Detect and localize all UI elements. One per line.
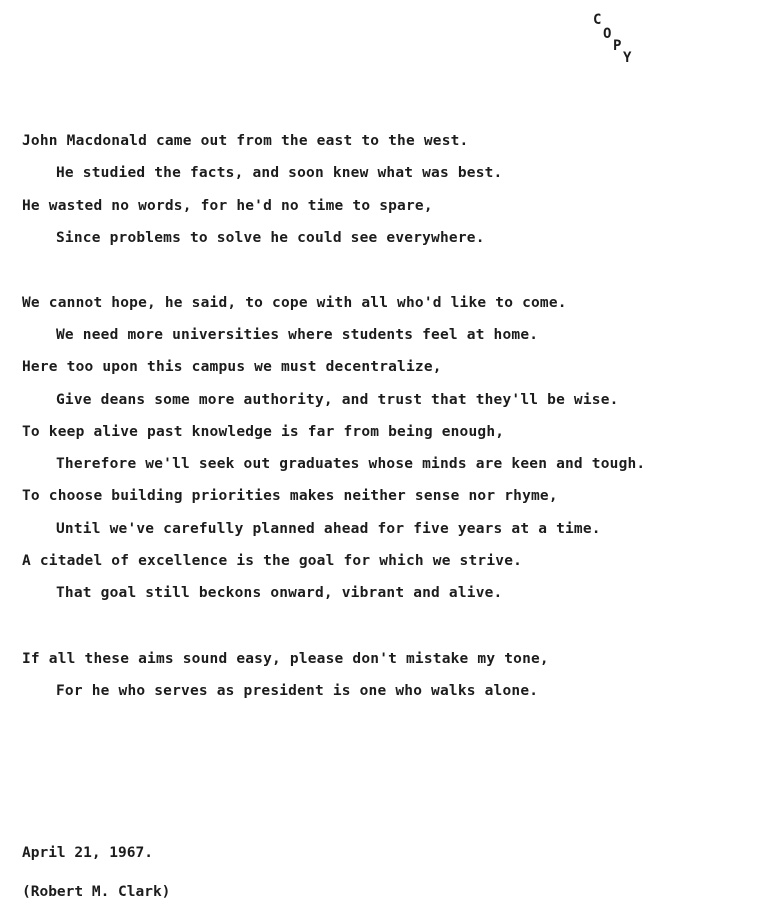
poem-line: To keep alive past knowledge is far from being enough,	[22, 424, 505, 440]
copy-stamp	[593, 12, 653, 72]
poem-line: That goal still beckons onward, vibrant and alive.	[56, 585, 503, 601]
poem-line: Give deans some more authority, and trust that they'll be wise.	[56, 392, 619, 408]
poem-line: For he who serves as president is one who walks alone.	[56, 683, 539, 699]
poem-line: We cannot hope, he said, to cope with all who'd like to come.	[22, 295, 567, 311]
poem-line: He wasted no words, for he'd no time to spare,	[22, 198, 433, 214]
poem-line: To choose building priorities makes neither sense nor rhyme,	[22, 488, 558, 504]
poem-line: John Macdonald came out from the east to the west.	[22, 133, 469, 149]
copy-stamp-letter: C	[593, 12, 602, 28]
copy-stamp-letter: P	[613, 38, 622, 54]
poem-line: Since problems to solve he could see everywhere.	[56, 230, 485, 246]
copy-stamp-letter: O	[603, 26, 612, 42]
poem-line: A citadel of excellence is the goal for which we strive.	[22, 553, 523, 569]
copy-stamp-letter: Y	[623, 50, 632, 66]
poem-line: Therefore we'll seek out graduates whose minds are keen and tough.	[56, 456, 646, 472]
poem-line: He studied the facts, and soon knew what was best.	[56, 165, 503, 181]
poem-author: (Robert M. Clark)	[22, 884, 171, 900]
poem-line: If all these aims sound easy, please don't mistake my tone,	[22, 651, 549, 667]
poem-line: Until we've carefully planned ahead for five years at a time.	[56, 521, 601, 537]
poem-line: Here too upon this campus we must decentralize,	[22, 359, 442, 375]
poem-date: April 21, 1967.	[22, 845, 153, 861]
poem-line: We need more universities where students feel at home.	[56, 327, 539, 343]
